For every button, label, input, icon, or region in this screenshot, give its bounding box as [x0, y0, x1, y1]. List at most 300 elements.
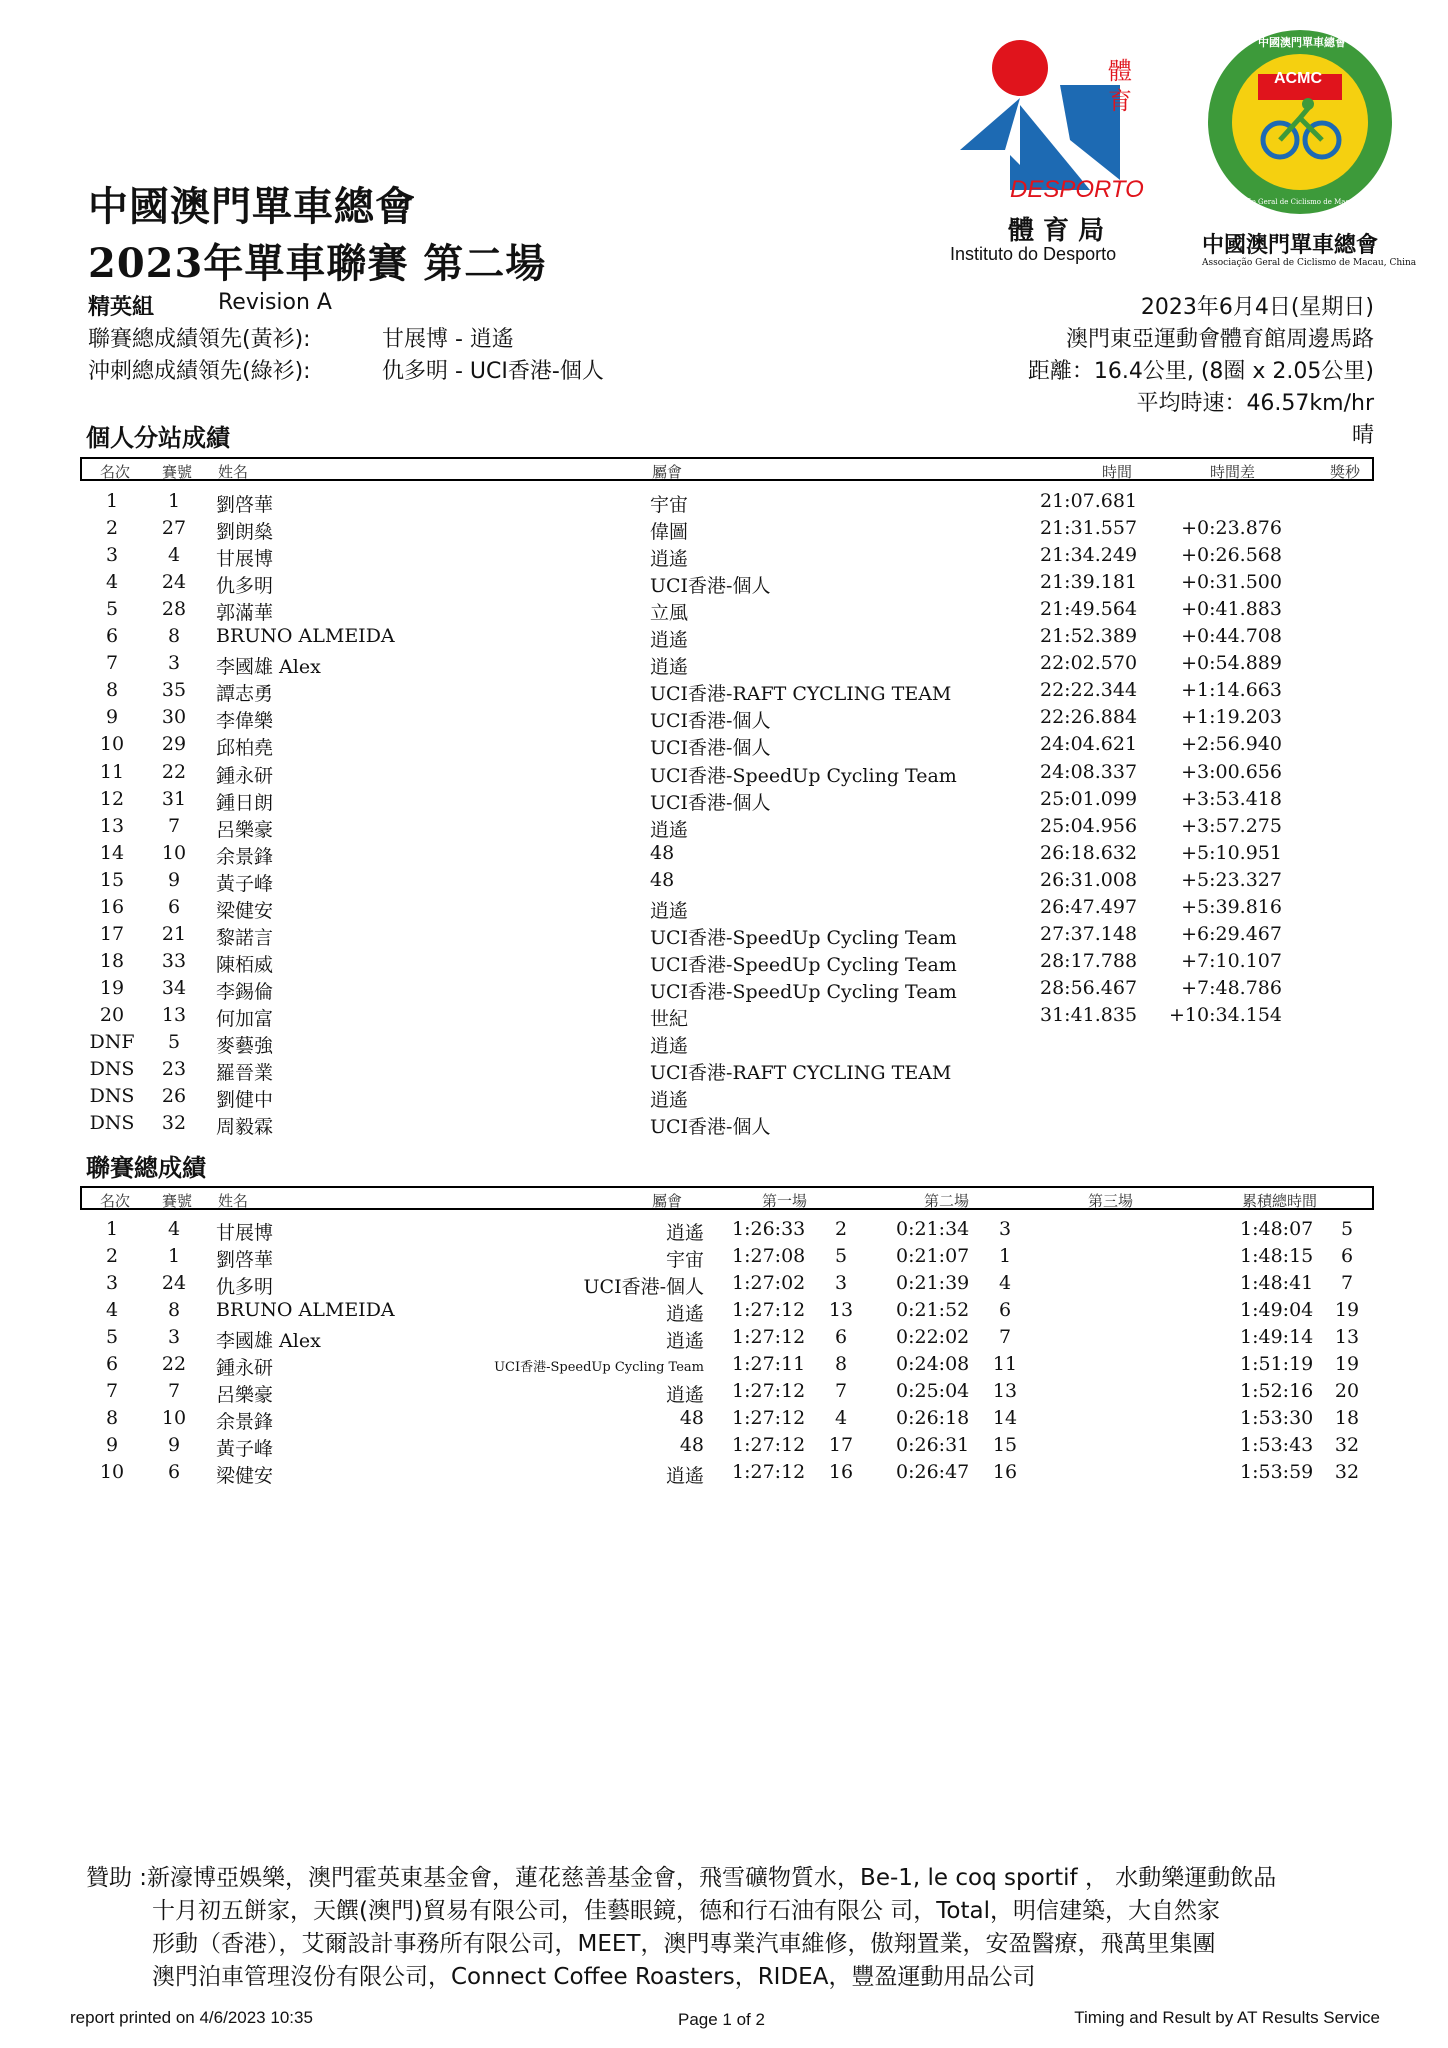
- desporto-chinese: 體 育 局: [1008, 216, 1105, 246]
- cell-s2p: 11: [992, 1353, 1018, 1375]
- cell-gap: +3:53.418: [1181, 787, 1282, 810]
- cell-s2p: 1: [998, 1245, 1012, 1267]
- cell-name: 麥藝強: [216, 1035, 274, 1057]
- revision: Revision A: [218, 290, 332, 315]
- cell-name: 何加富: [216, 1007, 274, 1030]
- cell-bib: 4: [167, 1218, 181, 1240]
- table-row: [80, 1461, 1374, 1488]
- cell-team: 逍遙: [665, 1384, 704, 1406]
- table-row: [80, 598, 1374, 625]
- acmc-chinese: 中國澳門單車總會: [1202, 232, 1379, 258]
- cell-bib: 23: [161, 1058, 187, 1081]
- cell-time: 21:52.389: [1040, 625, 1138, 648]
- cell-team: 逍遙: [650, 1035, 689, 1057]
- table-row: [80, 1299, 1374, 1326]
- cell-time: 24:04.621: [1040, 733, 1138, 756]
- cell-rank: 4: [105, 1299, 119, 1321]
- cell-name: 仇多明: [216, 575, 274, 598]
- sponsors-line-3: 形動（香港），艾爾設計事務所有限公司，MEET，澳門專業汽車維修，傲翔置業，安盈醫療，飛萬里集團: [152, 1931, 1216, 1957]
- table-row: [80, 490, 1374, 517]
- cell-rank: 6: [105, 625, 119, 648]
- cell-gap: +0:26.568: [1181, 544, 1282, 567]
- category: 精英組: [88, 295, 155, 320]
- cell-s2p: 3: [998, 1218, 1012, 1240]
- cell-s1: 1:27:12: [732, 1461, 806, 1483]
- cell-name: 李國雄 Alex: [216, 656, 321, 679]
- ocol-total: 累積總時間: [1242, 1192, 1318, 1210]
- cell-time: 24:08.337: [1040, 760, 1138, 783]
- acmc-logo: [1200, 22, 1417, 272]
- ocol-bib: 賽號: [162, 1192, 193, 1210]
- cell-team: UCI香港-個人: [650, 710, 771, 733]
- cell-rank: 3: [105, 544, 119, 567]
- table-row: [80, 517, 1374, 544]
- cell-rank: 20: [99, 1003, 125, 1026]
- cell-bib: 7: [167, 814, 181, 837]
- cell-rank: 13: [99, 814, 125, 837]
- cell-s2: 0:21:34: [896, 1218, 970, 1240]
- cell-s1p: 13: [828, 1299, 854, 1321]
- sponsors-line-2: 十月初五餅家，天饌(澳門)貿易有限公司，佳藝眼鏡，德和行石油有限公 司，Total，明信建築，大自然家: [152, 1898, 1220, 1924]
- race-venue: 澳門東亞運動會體育館周邊馬路: [1065, 327, 1374, 352]
- cell-rank: 7: [105, 1380, 119, 1402]
- cell-rank: 15: [99, 868, 125, 891]
- cell-name: 郭滿華: [216, 602, 274, 625]
- cell-s1: 1:27:12: [732, 1299, 806, 1321]
- footer-timing: Timing and Result by AT Results Service: [1074, 2008, 1380, 2027]
- cell-bib: 8: [167, 625, 181, 648]
- cell-tp: 7: [1340, 1272, 1354, 1294]
- cell-bib: 3: [167, 1326, 181, 1348]
- cell-bib: 6: [167, 895, 181, 918]
- cell-bib: 9: [167, 868, 181, 891]
- cell-team: 逍遙: [665, 1465, 704, 1487]
- cell-rank: 5: [105, 598, 119, 621]
- cell-s1: 1:27:08: [732, 1245, 806, 1267]
- col-gap: 時間差: [1210, 463, 1256, 481]
- table-row: [80, 1031, 1374, 1058]
- cell-tp: 19: [1334, 1299, 1360, 1321]
- cell-name: 黎諾言: [216, 926, 274, 949]
- cell-name: 劉朗燊: [216, 521, 274, 544]
- cell-s2: 0:25:04: [896, 1380, 970, 1402]
- cell-s1p: 6: [834, 1326, 848, 1348]
- cell-time: 22:02.570: [1040, 652, 1138, 675]
- cell-team: 逍遙: [650, 548, 689, 571]
- cell-gap: +0:41.883: [1181, 598, 1282, 621]
- cell-rank: 2: [105, 517, 119, 540]
- col-name: 姓名: [218, 463, 249, 481]
- cell-gap: +0:54.889: [1181, 652, 1282, 675]
- cell-s1p: 8: [834, 1353, 848, 1375]
- cell-time: 25:04.956: [1040, 814, 1138, 837]
- cell-s2p: 16: [992, 1461, 1018, 1483]
- cell-team: 宇宙: [650, 494, 689, 516]
- cell-bib: 5: [167, 1031, 181, 1053]
- cell-team: 48: [650, 841, 675, 864]
- cell-s2: 0:21:39: [896, 1272, 970, 1294]
- cell-gap: +7:10.107: [1181, 949, 1282, 972]
- cell-rank: 10: [99, 733, 125, 756]
- cell-bib: 8: [167, 1299, 181, 1321]
- cell-total: 1:51:19: [1240, 1353, 1314, 1375]
- cell-time: 26:47.497: [1040, 895, 1138, 918]
- overall-header-bar: [80, 1186, 1374, 1210]
- cell-total: 1:48:41: [1240, 1272, 1314, 1294]
- cell-gap: +1:19.203: [1181, 706, 1282, 729]
- cell-rank: 6: [105, 1353, 119, 1375]
- table-row: [80, 1245, 1374, 1272]
- table-row: [80, 571, 1374, 598]
- cell-s1p: 7: [834, 1380, 848, 1402]
- cell-s1p: 3: [834, 1272, 848, 1294]
- cell-s2: 0:26:18: [896, 1407, 970, 1429]
- cell-bib: 30: [161, 706, 187, 729]
- cell-name: 梁健安: [216, 899, 274, 922]
- cell-s1p: 4: [834, 1407, 848, 1429]
- cell-total: 1:48:07: [1240, 1218, 1314, 1240]
- cell-time: 27:37.148: [1040, 922, 1138, 945]
- cell-rank: 12: [99, 787, 125, 810]
- cell-bib: 6: [167, 1461, 181, 1483]
- table-row: [80, 1112, 1374, 1139]
- cell-s1: 1:27:11: [732, 1353, 806, 1375]
- desporto-portuguese: Instituto do Desporto: [950, 244, 1117, 264]
- cell-s2: 0:24:08: [896, 1353, 970, 1375]
- cell-s2: 0:21:52: [896, 1299, 970, 1321]
- cell-time: 28:56.467: [1040, 976, 1138, 999]
- cell-name: 甘展博: [216, 1222, 274, 1244]
- green-jersey-label: 沖刺總成績領先(綠衫):: [88, 359, 311, 384]
- cell-tp: 6: [1340, 1245, 1354, 1267]
- cell-rank: 4: [105, 571, 119, 594]
- cell-time: 21:49.564: [1040, 598, 1138, 621]
- cell-rank: 9: [105, 706, 119, 729]
- ocol-stage3: 第三場: [1088, 1192, 1134, 1210]
- cell-team: 逍遙: [650, 1089, 689, 1112]
- title-line-2: 2023年單車聯賽 第二場: [88, 240, 547, 287]
- table-row: [80, 815, 1374, 842]
- cell-team: 偉圖: [650, 521, 689, 544]
- cell-name: 劉啓華: [216, 1249, 274, 1271]
- ocol-rank: 名次: [100, 1192, 131, 1210]
- cell-name: 李偉樂: [216, 710, 274, 733]
- cell-name: 陳栢威: [216, 953, 274, 976]
- cell-bib: 24: [161, 571, 187, 594]
- race-distance: 距離：16.4公里, (8圈 x 2.05公里): [1027, 359, 1374, 384]
- cell-bib: 1: [167, 490, 181, 512]
- table-row: [80, 1085, 1374, 1112]
- cell-s2p: 7: [998, 1326, 1012, 1348]
- cell-s2: 0:22:02: [896, 1326, 970, 1348]
- sponsors-line-4: 澳門泊車管理沒份有限公司，Connect Coffee Roasters，RIDEA，豐盈運動用品公司: [152, 1964, 1036, 1990]
- cell-bib: 35: [161, 679, 187, 702]
- cell-s2p: 15: [992, 1434, 1018, 1456]
- cell-rank: DNS: [89, 1085, 135, 1108]
- cell-tp: 18: [1334, 1407, 1360, 1429]
- cell-team: 逍遙: [650, 629, 689, 652]
- col-bonus: 獎秒: [1330, 463, 1361, 481]
- cell-s2p: 4: [998, 1272, 1012, 1294]
- weather: 晴: [1351, 423, 1374, 448]
- cell-name: BRUNO ALMEIDA: [216, 625, 395, 648]
- cell-bib: 9: [167, 1434, 181, 1456]
- cell-bib: 3: [167, 652, 181, 675]
- cell-team: 世紀: [650, 1007, 689, 1030]
- cell-team: UCI香港-RAFT CYCLING TEAM: [650, 683, 952, 706]
- cell-team: 逍遙: [665, 1330, 704, 1352]
- acmc-badge-text: ACMC: [1274, 70, 1322, 87]
- stage-header-bar: [80, 457, 1374, 481]
- cell-team: UCI香港-SpeedUp Cycling Team: [650, 953, 957, 976]
- cell-team: 逍遙: [650, 899, 689, 922]
- cell-name: 李國雄 Alex: [216, 1330, 321, 1352]
- ocol-stage1: 第一場: [762, 1192, 808, 1210]
- cell-team: 逍遙: [650, 818, 689, 841]
- cell-rank: 19: [99, 976, 125, 999]
- cell-s1p: 16: [828, 1461, 854, 1483]
- cell-gap: +5:39.816: [1181, 895, 1282, 918]
- cell-name: 甘展博: [216, 548, 274, 571]
- desporto-logo: [950, 30, 1150, 270]
- cell-time: 28:17.788: [1040, 949, 1138, 972]
- cell-team: UCI香港-RAFT CYCLING TEAM: [650, 1062, 952, 1085]
- cell-team: UCI香港-個人: [650, 791, 771, 814]
- cell-total: 1:48:15: [1240, 1245, 1314, 1267]
- cell-name: 梁健安: [216, 1465, 274, 1487]
- table-row: [80, 544, 1374, 571]
- cell-rank: 14: [99, 841, 125, 864]
- yellow-jersey-label: 聯賽總成績領先(黃衫):: [88, 327, 311, 352]
- cell-rank: 17: [99, 922, 125, 945]
- cell-gap: +5:23.327: [1181, 868, 1282, 891]
- cell-rank: DNS: [89, 1112, 135, 1135]
- cell-total: 1:49:04: [1240, 1299, 1314, 1321]
- cell-bib: 7: [167, 1380, 181, 1402]
- cell-time: 25:01.099: [1040, 787, 1138, 810]
- table-row: [80, 1353, 1374, 1380]
- cell-total: 1:53:43: [1240, 1434, 1314, 1456]
- cell-gap: +3:57.275: [1181, 814, 1282, 837]
- cell-name: 周毅霖: [216, 1116, 274, 1139]
- cell-gap: +10:34.154: [1169, 1003, 1282, 1026]
- cell-gap: +1:14.663: [1181, 679, 1282, 702]
- cell-rank: 9: [105, 1434, 119, 1456]
- cell-gap: +3:00.656: [1181, 760, 1282, 783]
- table-row: [80, 923, 1374, 950]
- cell-team: 逍遙: [665, 1222, 704, 1244]
- cell-team: 48: [679, 1434, 704, 1456]
- cell-name: 鍾永研: [216, 1357, 274, 1379]
- desporto-chinese-vertical: 體育: [1108, 57, 1132, 115]
- footer-printed: report printed on 4/6/2023 10:35: [70, 2008, 313, 2027]
- cell-name: 黃子峰: [216, 1438, 274, 1460]
- table-row: [80, 977, 1374, 1004]
- cell-bib: 31: [161, 787, 187, 810]
- cell-team: UCI香港-個人: [650, 575, 771, 598]
- race-date: 2023年6月4日(星期日): [1140, 295, 1374, 320]
- cell-bib: 22: [161, 760, 187, 783]
- cell-time: 22:26.884: [1040, 706, 1138, 729]
- cell-gap: +0:31.500: [1181, 571, 1282, 594]
- cell-name: 仇多明: [216, 1276, 274, 1298]
- cell-rank: 3: [105, 1272, 119, 1294]
- cell-rank: 2: [105, 1245, 119, 1267]
- cell-s1: 1:27:02: [732, 1272, 806, 1294]
- cell-tp: 20: [1334, 1380, 1360, 1402]
- table-row: [80, 733, 1374, 760]
- cell-team: UCI香港-個人: [583, 1276, 704, 1298]
- table-row: [80, 1272, 1374, 1299]
- cell-team: UCI香港-SpeedUp Cycling Team: [494, 1360, 704, 1375]
- cell-rank: DNF: [89, 1031, 135, 1053]
- cell-bib: 32: [161, 1112, 187, 1135]
- cell-rank: 1: [105, 490, 119, 512]
- col-time: 時間: [1102, 463, 1133, 481]
- cell-team: UCI香港-SpeedUp Cycling Team: [650, 764, 957, 787]
- cell-team: 48: [679, 1407, 704, 1429]
- cell-bib: 26: [161, 1085, 187, 1108]
- cell-time: 26:18.632: [1040, 841, 1138, 864]
- cell-bib: 28: [161, 598, 187, 621]
- cell-name: 呂樂豪: [216, 818, 274, 841]
- table-row: [80, 1326, 1374, 1353]
- cell-time: 21:39.181: [1040, 571, 1138, 594]
- table-row: [80, 1004, 1374, 1031]
- table-row: [80, 652, 1374, 679]
- cell-rank: 7: [105, 652, 119, 675]
- cell-gap: +7:48.786: [1181, 976, 1282, 999]
- cell-name: 黃子峰: [216, 872, 274, 895]
- cell-rank: 10: [99, 1461, 125, 1483]
- average-speed: 平均時速：46.57km/hr: [1136, 391, 1374, 416]
- table-row: [80, 1380, 1374, 1407]
- ocol-name: 姓名: [218, 1192, 249, 1210]
- cell-team: UCI香港-SpeedUp Cycling Team: [650, 980, 957, 1003]
- cell-s1: 1:27:12: [732, 1380, 806, 1402]
- table-row: [80, 706, 1374, 733]
- cell-name: 邱柏堯: [216, 737, 274, 760]
- cell-name: 鍾永研: [216, 764, 274, 787]
- cell-tp: 32: [1334, 1461, 1360, 1483]
- table-row: [80, 788, 1374, 815]
- cell-time: 22:22.344: [1040, 679, 1138, 702]
- cell-bib: 33: [161, 949, 187, 972]
- desporto-word: DESPORTO: [1010, 176, 1144, 203]
- cell-team: 逍遙: [665, 1303, 704, 1325]
- overall-section-title: 聯賽總成績: [86, 1154, 206, 1182]
- cell-gap: +2:56.940: [1181, 733, 1282, 756]
- cell-name: 余景鋒: [216, 845, 274, 868]
- cell-name: 呂樂豪: [216, 1384, 274, 1406]
- cell-rank: 1: [105, 1218, 119, 1240]
- cell-total: 1:53:59: [1240, 1461, 1314, 1483]
- cell-rank: 8: [105, 1407, 119, 1429]
- cell-name: 鍾日朗: [216, 791, 274, 814]
- cell-time: 31:41.835: [1040, 1003, 1138, 1026]
- cell-tp: 19: [1334, 1353, 1360, 1375]
- cell-bib: 27: [161, 517, 187, 540]
- cell-bib: 21: [161, 922, 187, 945]
- cell-s2p: 14: [992, 1407, 1018, 1429]
- cell-total: 1:49:14: [1240, 1326, 1314, 1348]
- cell-tp: 13: [1334, 1326, 1360, 1348]
- col-rank: 名次: [100, 463, 131, 481]
- cell-rank: 8: [105, 679, 119, 702]
- acmc-badge-icon: [1200, 22, 1400, 222]
- table-row: [80, 1058, 1374, 1085]
- yellow-jersey-value: 甘展博 - 逍遙: [382, 327, 514, 352]
- cell-team: 立風: [650, 602, 689, 625]
- table-row: [80, 679, 1374, 706]
- cell-s1p: 5: [834, 1245, 848, 1267]
- table-row: [80, 1218, 1374, 1245]
- cell-name: 羅晉業: [216, 1062, 274, 1085]
- cell-name: 李錫倫: [216, 980, 274, 1003]
- cell-bib: 34: [161, 976, 187, 999]
- cell-name: BRUNO ALMEIDA: [216, 1299, 395, 1321]
- cell-s1p: 2: [834, 1218, 848, 1240]
- ocol-stage2: 第二場: [924, 1192, 970, 1210]
- table-row: [80, 896, 1374, 923]
- cell-name: 劉健中: [216, 1089, 274, 1112]
- stage-section-title: 個人分站成績: [86, 424, 230, 452]
- col-bib: 賽號: [162, 463, 193, 481]
- table-row: [80, 761, 1374, 788]
- cell-name: 劉啓華: [216, 494, 274, 516]
- cell-bib: 10: [161, 841, 187, 864]
- col-team: 屬會: [652, 463, 683, 481]
- cell-time: 21:31.557: [1040, 517, 1138, 540]
- cell-s1p: 17: [828, 1434, 854, 1456]
- cell-s2p: 6: [998, 1299, 1012, 1321]
- table-row: [80, 1407, 1374, 1434]
- cell-s1: 1:26:33: [732, 1218, 806, 1240]
- cell-s1: 1:27:12: [732, 1326, 806, 1348]
- cell-bib: 29: [161, 733, 187, 756]
- cell-bib: 13: [161, 1003, 187, 1026]
- cell-team: 宇宙: [665, 1249, 704, 1271]
- cell-time: 21:07.681: [1040, 490, 1138, 512]
- cell-gap: +6:29.467: [1181, 922, 1282, 945]
- title-line-1: 中國澳門單車總會: [88, 183, 416, 230]
- cell-bib: 24: [161, 1272, 187, 1294]
- acmc-ring-side: Associação Geral de Ciclismo de Macau, China: [1216, 198, 1384, 206]
- cell-bib: 10: [161, 1407, 187, 1429]
- table-row: [80, 1434, 1374, 1461]
- green-jersey-value: 仇多明 - UCI香港-個人: [382, 359, 604, 384]
- cell-s2: 0:21:07: [896, 1245, 970, 1267]
- cell-gap: +0:44.708: [1181, 625, 1282, 648]
- ocol-team: 屬會: [652, 1192, 683, 1210]
- cell-time: 21:34.249: [1040, 544, 1138, 567]
- cell-team: 48: [650, 868, 675, 891]
- cell-s1: 1:27:12: [732, 1434, 806, 1456]
- cell-gap: +5:10.951: [1181, 841, 1282, 864]
- cell-bib: 1: [167, 1245, 181, 1267]
- cell-s2: 0:26:47: [896, 1461, 970, 1483]
- cell-tp: 5: [1340, 1218, 1354, 1240]
- cell-team: UCI香港-個人: [650, 1116, 771, 1139]
- cell-bib: 22: [161, 1353, 187, 1375]
- cell-total: 1:53:30: [1240, 1407, 1314, 1429]
- cell-total: 1:52:16: [1240, 1380, 1314, 1402]
- cell-rank: 5: [105, 1326, 119, 1348]
- cell-s2p: 13: [992, 1380, 1018, 1402]
- cell-rank: 18: [99, 949, 125, 972]
- table-row: [80, 625, 1374, 652]
- cell-bib: 4: [167, 544, 181, 567]
